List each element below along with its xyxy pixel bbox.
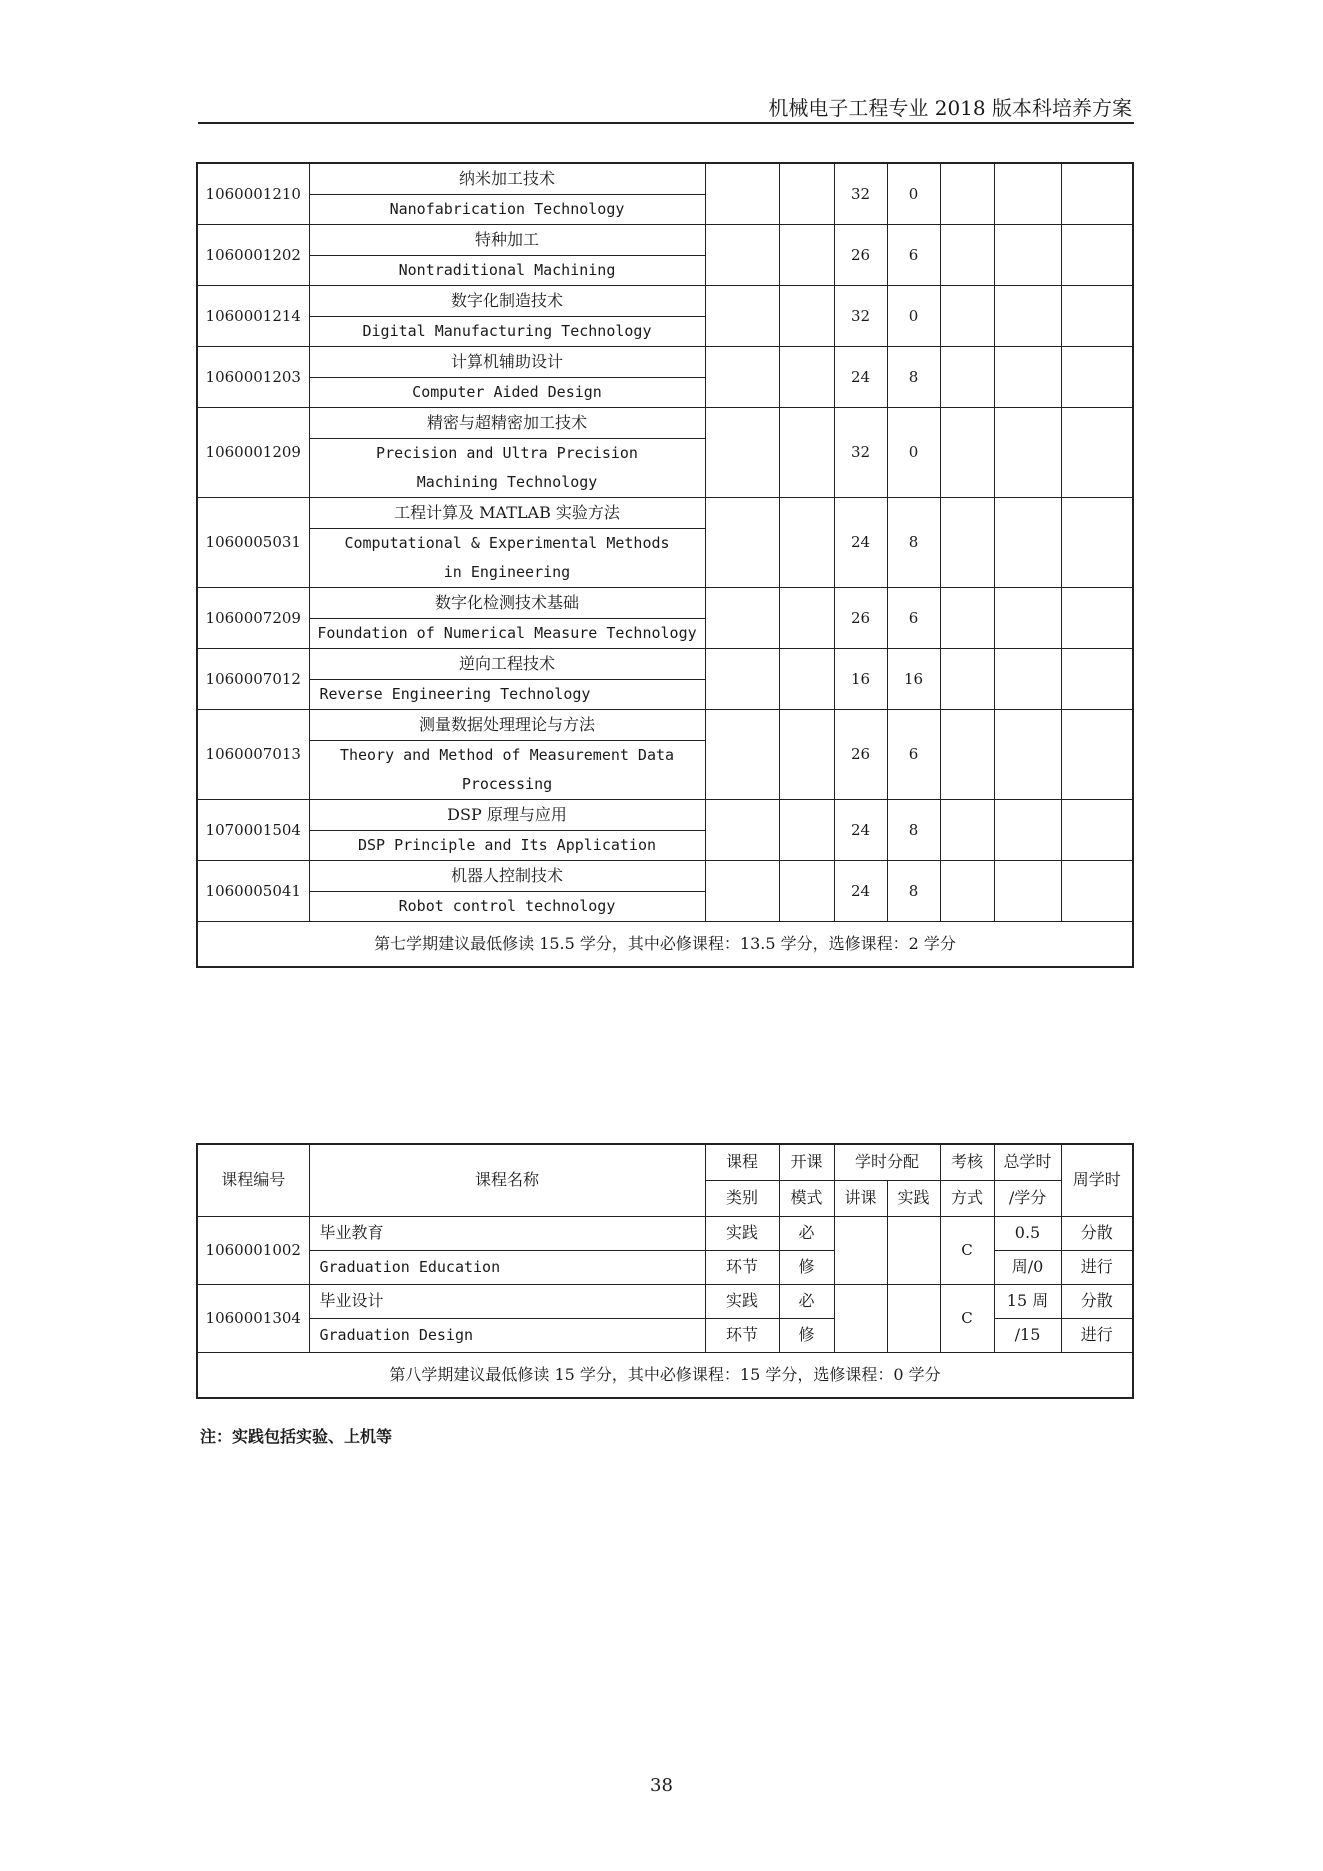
course-type-line1: 实践 [705, 1284, 779, 1318]
table-header-row [197, 1144, 1133, 1180]
course-mode [779, 407, 834, 497]
course-mode [779, 709, 834, 799]
course-code: 1060007012 [197, 648, 309, 709]
course-mode-line1: 必 [779, 1216, 834, 1250]
course-code: 1060001203 [197, 346, 309, 407]
practice-hours: 0 [887, 407, 940, 497]
course-mode-line1: 必 [779, 1284, 834, 1318]
total-credits-line2: /15 [994, 1318, 1061, 1352]
course-name-cn: DSP 原理与应用 [309, 799, 705, 830]
course-code: 1060001210 [197, 163, 309, 224]
weekly-hours [1061, 163, 1133, 224]
total-credits [994, 497, 1061, 587]
course-name-en: Precision and Ultra Precision Machining Technology [309, 438, 705, 497]
course-name-en: Digital Manufacturing Technology [309, 316, 705, 346]
practice-hours: 8 [887, 860, 940, 921]
course-code: 1060001002 [197, 1216, 309, 1284]
practice-hours: 6 [887, 224, 940, 285]
total-credits [994, 860, 1061, 921]
lecture-hours: 16 [834, 648, 887, 709]
course-code: 1060001304 [197, 1284, 309, 1352]
weekly-hours [1061, 346, 1133, 407]
header-mode-line1: 开课 [779, 1144, 834, 1180]
weekly-hours [1061, 224, 1133, 285]
course-name-cn: 逆向工程技术 [309, 648, 705, 679]
weekly-hours [1061, 497, 1133, 587]
course-code: 1060007209 [197, 587, 309, 648]
table-row [197, 163, 1133, 194]
course-name-cn: 机器人控制技术 [309, 860, 705, 891]
course-type [705, 860, 779, 921]
header-type-line1: 课程 [705, 1144, 779, 1180]
course-mode-line2: 修 [779, 1318, 834, 1352]
course-name-en: Foundation of Numerical Measure Technology [309, 618, 705, 648]
course-type-line2: 环节 [705, 1318, 779, 1352]
exam-method [940, 497, 994, 587]
course-name-en: Reverse Engineering Technology [309, 679, 705, 709]
header-practice: 实践 [887, 1180, 940, 1216]
table-row [197, 285, 1133, 316]
course-name-en: Robot control technology [309, 891, 705, 921]
table-row [197, 799, 1133, 830]
summary-row [197, 1352, 1133, 1398]
course-mode [779, 648, 834, 709]
table-row [197, 587, 1133, 618]
course-type [705, 587, 779, 648]
exam-method: C [940, 1284, 994, 1352]
header-title: 机械电子工程专业 2018 版本科培养方案 [768, 96, 1132, 120]
course-name-cn: 工程计算及 MATLAB 实验方法 [309, 497, 705, 528]
lecture-hours: 24 [834, 860, 887, 921]
total-credits [994, 285, 1061, 346]
course-name-cn: 计算机辅助设计 [309, 346, 705, 377]
course-type [705, 285, 779, 346]
course-name-en: Theory and Method of Measurement Data Processing [309, 740, 705, 799]
page-number: 38 [650, 1775, 673, 1796]
exam-method [940, 407, 994, 497]
course-code: 1060001209 [197, 407, 309, 497]
exam-method [940, 224, 994, 285]
lecture-hours [834, 1284, 887, 1352]
weekly-hours-line1: 分散 [1061, 1216, 1133, 1250]
total-credits-line1: 15 周 [994, 1284, 1061, 1318]
semester7-course-table [196, 162, 1134, 968]
exam-method [940, 709, 994, 799]
weekly-hours [1061, 709, 1133, 799]
weekly-hours [1061, 587, 1133, 648]
exam-method: C [940, 1216, 994, 1284]
course-type [705, 497, 779, 587]
table-row [197, 648, 1133, 679]
header-course-name: 课程名称 [309, 1144, 705, 1216]
course-type [705, 799, 779, 860]
course-mode [779, 497, 834, 587]
exam-method [940, 799, 994, 860]
lecture-hours: 24 [834, 799, 887, 860]
lecture-hours: 32 [834, 407, 887, 497]
header-exam-line1: 考核 [940, 1144, 994, 1180]
practice-hours: 0 [887, 285, 940, 346]
exam-method [940, 285, 994, 346]
header-lecture: 讲课 [834, 1180, 887, 1216]
weekly-hours-line2: 进行 [1061, 1318, 1133, 1352]
table-row [197, 224, 1133, 255]
weekly-hours-line2: 进行 [1061, 1250, 1133, 1284]
header-total-line1: 总学时 [994, 1144, 1061, 1180]
course-name-cn: 纳米加工技术 [309, 163, 705, 194]
lecture-hours: 26 [834, 709, 887, 799]
course-type-line2: 环节 [705, 1250, 779, 1284]
course-type [705, 346, 779, 407]
lecture-hours: 26 [834, 587, 887, 648]
course-type [705, 163, 779, 224]
lecture-hours: 32 [834, 285, 887, 346]
course-name-en: Computer Aided Design [309, 377, 705, 407]
lecture-hours: 24 [834, 497, 887, 587]
lecture-hours: 32 [834, 163, 887, 224]
table-row [197, 346, 1133, 377]
header-type-line2: 类别 [705, 1180, 779, 1216]
practice-hours [887, 1284, 940, 1352]
semester8-course-table [196, 1143, 1134, 1399]
course-name-cn: 精密与超精密加工技术 [309, 407, 705, 438]
exam-method [940, 163, 994, 224]
exam-method [940, 860, 994, 921]
semester8-summary: 第八学期建议最低修读 15 学分，其中必修课程：15 学分，选修课程：0 学分 [197, 1352, 1133, 1398]
course-name-cn: 毕业设计 [309, 1284, 705, 1318]
practice-hours: 8 [887, 346, 940, 407]
course-code: 1060007013 [197, 709, 309, 799]
practice-hours: 8 [887, 799, 940, 860]
course-type [705, 407, 779, 497]
exam-method [940, 587, 994, 648]
course-type-line1: 实践 [705, 1216, 779, 1250]
exam-method [940, 648, 994, 709]
weekly-hours [1061, 860, 1133, 921]
course-name-en: DSP Principle and Its Application [309, 830, 705, 860]
practice-hours [887, 1216, 940, 1284]
course-code: 1060005041 [197, 860, 309, 921]
lecture-hours: 24 [834, 346, 887, 407]
course-code: 1060001214 [197, 285, 309, 346]
course-mode [779, 163, 834, 224]
lecture-hours [834, 1216, 887, 1284]
course-name-en: Nanofabrication Technology [309, 194, 705, 224]
summary-row [197, 921, 1133, 967]
total-credits [994, 163, 1061, 224]
page-header [198, 94, 1134, 124]
table-row [197, 1284, 1133, 1318]
table-row [197, 407, 1133, 438]
course-name-cn: 测量数据处理理论与方法 [309, 709, 705, 740]
course-mode [779, 346, 834, 407]
total-credits [994, 709, 1061, 799]
weekly-hours-line1: 分散 [1061, 1284, 1133, 1318]
header-weekly: 周学时 [1061, 1144, 1133, 1216]
course-mode [779, 285, 834, 346]
course-type [705, 224, 779, 285]
table-row [197, 860, 1133, 891]
footnote: 注：实践包括实验、上机等 [200, 1427, 393, 1446]
course-name-en: Nontraditional Machining [309, 255, 705, 285]
total-credits [994, 799, 1061, 860]
weekly-hours [1061, 648, 1133, 709]
course-mode [779, 860, 834, 921]
practice-hours: 6 [887, 587, 940, 648]
header-course-code: 课程编号 [197, 1144, 309, 1216]
lecture-hours: 26 [834, 224, 887, 285]
table-row [197, 497, 1133, 528]
course-name-en: Computational & Experimental Methods in Engineering [309, 528, 705, 587]
course-code: 1060005031 [197, 497, 309, 587]
weekly-hours [1061, 407, 1133, 497]
course-name-en: Graduation Education [309, 1250, 705, 1284]
course-mode-line2: 修 [779, 1250, 834, 1284]
course-name-en: Graduation Design [309, 1318, 705, 1352]
course-code: 1070001504 [197, 799, 309, 860]
table-row [197, 709, 1133, 740]
semester7-summary: 第七学期建议最低修读 15.5 学分，其中必修课程：13.5 学分，选修课程：2 学分 [197, 921, 1133, 967]
course-type [705, 709, 779, 799]
total-credits [994, 648, 1061, 709]
course-mode [779, 224, 834, 285]
practice-hours: 8 [887, 497, 940, 587]
total-credits [994, 587, 1061, 648]
table-row [197, 1216, 1133, 1250]
total-credits [994, 346, 1061, 407]
header-hours: 学时分配 [834, 1144, 940, 1180]
course-type [705, 648, 779, 709]
total-credits-line1: 0.5 [994, 1216, 1061, 1250]
total-credits [994, 407, 1061, 497]
total-credits-line2: 周/0 [994, 1250, 1061, 1284]
total-credits [994, 224, 1061, 285]
header-exam-line2: 方式 [940, 1180, 994, 1216]
course-name-cn: 数字化检测技术基础 [309, 587, 705, 618]
course-code: 1060001202 [197, 224, 309, 285]
exam-method [940, 346, 994, 407]
course-name-cn: 特种加工 [309, 224, 705, 255]
course-name-cn: 毕业教育 [309, 1216, 705, 1250]
practice-hours: 0 [887, 163, 940, 224]
course-mode [779, 799, 834, 860]
weekly-hours [1061, 285, 1133, 346]
weekly-hours [1061, 799, 1133, 860]
header-mode-line2: 模式 [779, 1180, 834, 1216]
header-total-line2: /学分 [994, 1180, 1061, 1216]
practice-hours: 16 [887, 648, 940, 709]
practice-hours: 6 [887, 709, 940, 799]
course-name-cn: 数字化制造技术 [309, 285, 705, 316]
course-mode [779, 587, 834, 648]
